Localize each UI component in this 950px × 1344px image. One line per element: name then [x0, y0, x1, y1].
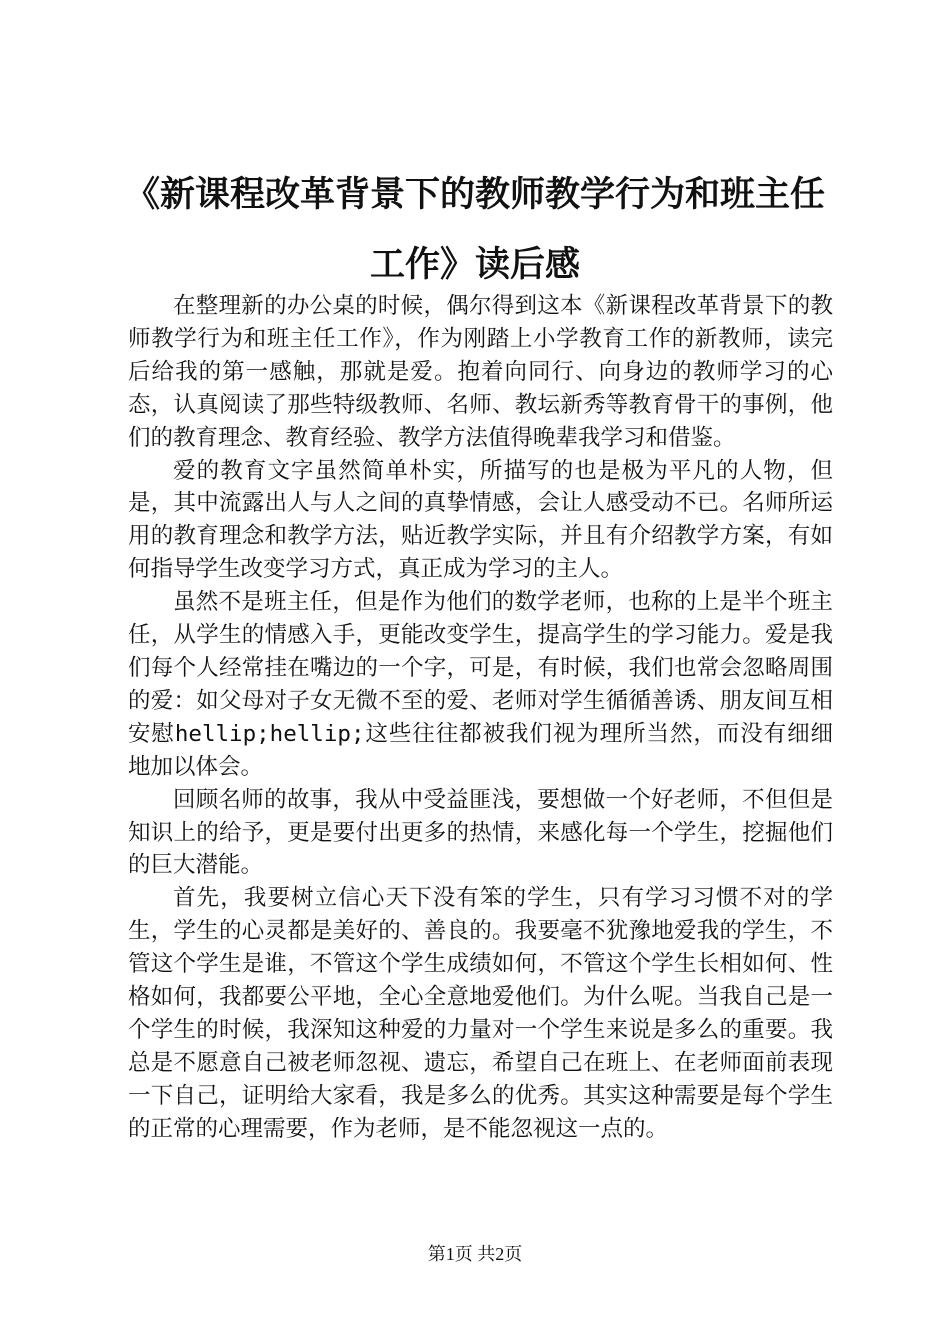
paragraph: 虽然不是班主任，但是作为他们的数学老师，也称的上是半个班主任，从学生的情感入手，更能改变学生，提高学生的学习能力。爱是我们每个人经常挂在嘴边的一个字，可是，有时候，我们也常会忽略周围的爱：如父母对子女无微不至的爱、老师对学生循循善诱、朋友间互相安慰hellip;hellip;这些往往都被我们视为理所当然，而没有细细地加以体会。 — [128, 589, 833, 780]
page-number-footer: 第1页 共2页 — [427, 1244, 523, 1264]
document-title: 《新课程改革背景下的教师教学行为和班主任工作》读后感 — [124, 174, 825, 285]
document-body — [128, 290, 833, 1146]
paragraph: 爱的教育文字虽然简单朴实，所描写的也是极为平凡的人物，但是，其中流露出人与人之间的真挚情感，会让人感受动不已。名师所运用的教育理念和教学方法，贴近教学实际，并且有介绍教学方案，有如何指导学生改变学习方式，真正成为学习的主人。 — [128, 457, 833, 583]
paragraph: 在整理新的办公桌的时候，偶尔得到这本《新课程改革背景下的教师教学行为和班主任工作》，作为刚踏上小学教育工作的新教师，读完后给我的第一感触，那就是爱。抱着向同行、向身边的教师学习的心态，认真阅读了那些特级教师、名师、教坛新秀等教育骨干的事例，他们的教育理念、教育经验、教学方法值得晚辈我学习和借鉴。 — [128, 293, 833, 451]
paragraph: 回顾名师的故事，我从中受益匪浅，要想做一个好老师，不但但是知识上的给予，更是要付出更多的热情，来感化每一个学生，挖掘他们的巨大潜能。 — [128, 786, 833, 879]
paragraph: 首先，我要树立信心天下没有笨的学生，只有学习习惯不对的学生，学生的心灵都是美好的、善良的。我要毫不犹豫地爱我的学生，不管这个学生是谁，不管这个学生成绩如何，不管这个学生长相如何、性格如何，我都要公平地，全心全意地爱他们。为什么呢。当我自己是一个学生的时候，我深知这种爱的力量对一个学生来说是多么的重要。我总是不愿意自己被老师忽视、遗忘，希望自己在班上、在老师面前表现一下自己，证明给大家看，我是多么的优秀。其实这种需要是每个学生的正常的心理需要，作为老师，是不能忽视这一点的。 — [128, 885, 833, 1142]
